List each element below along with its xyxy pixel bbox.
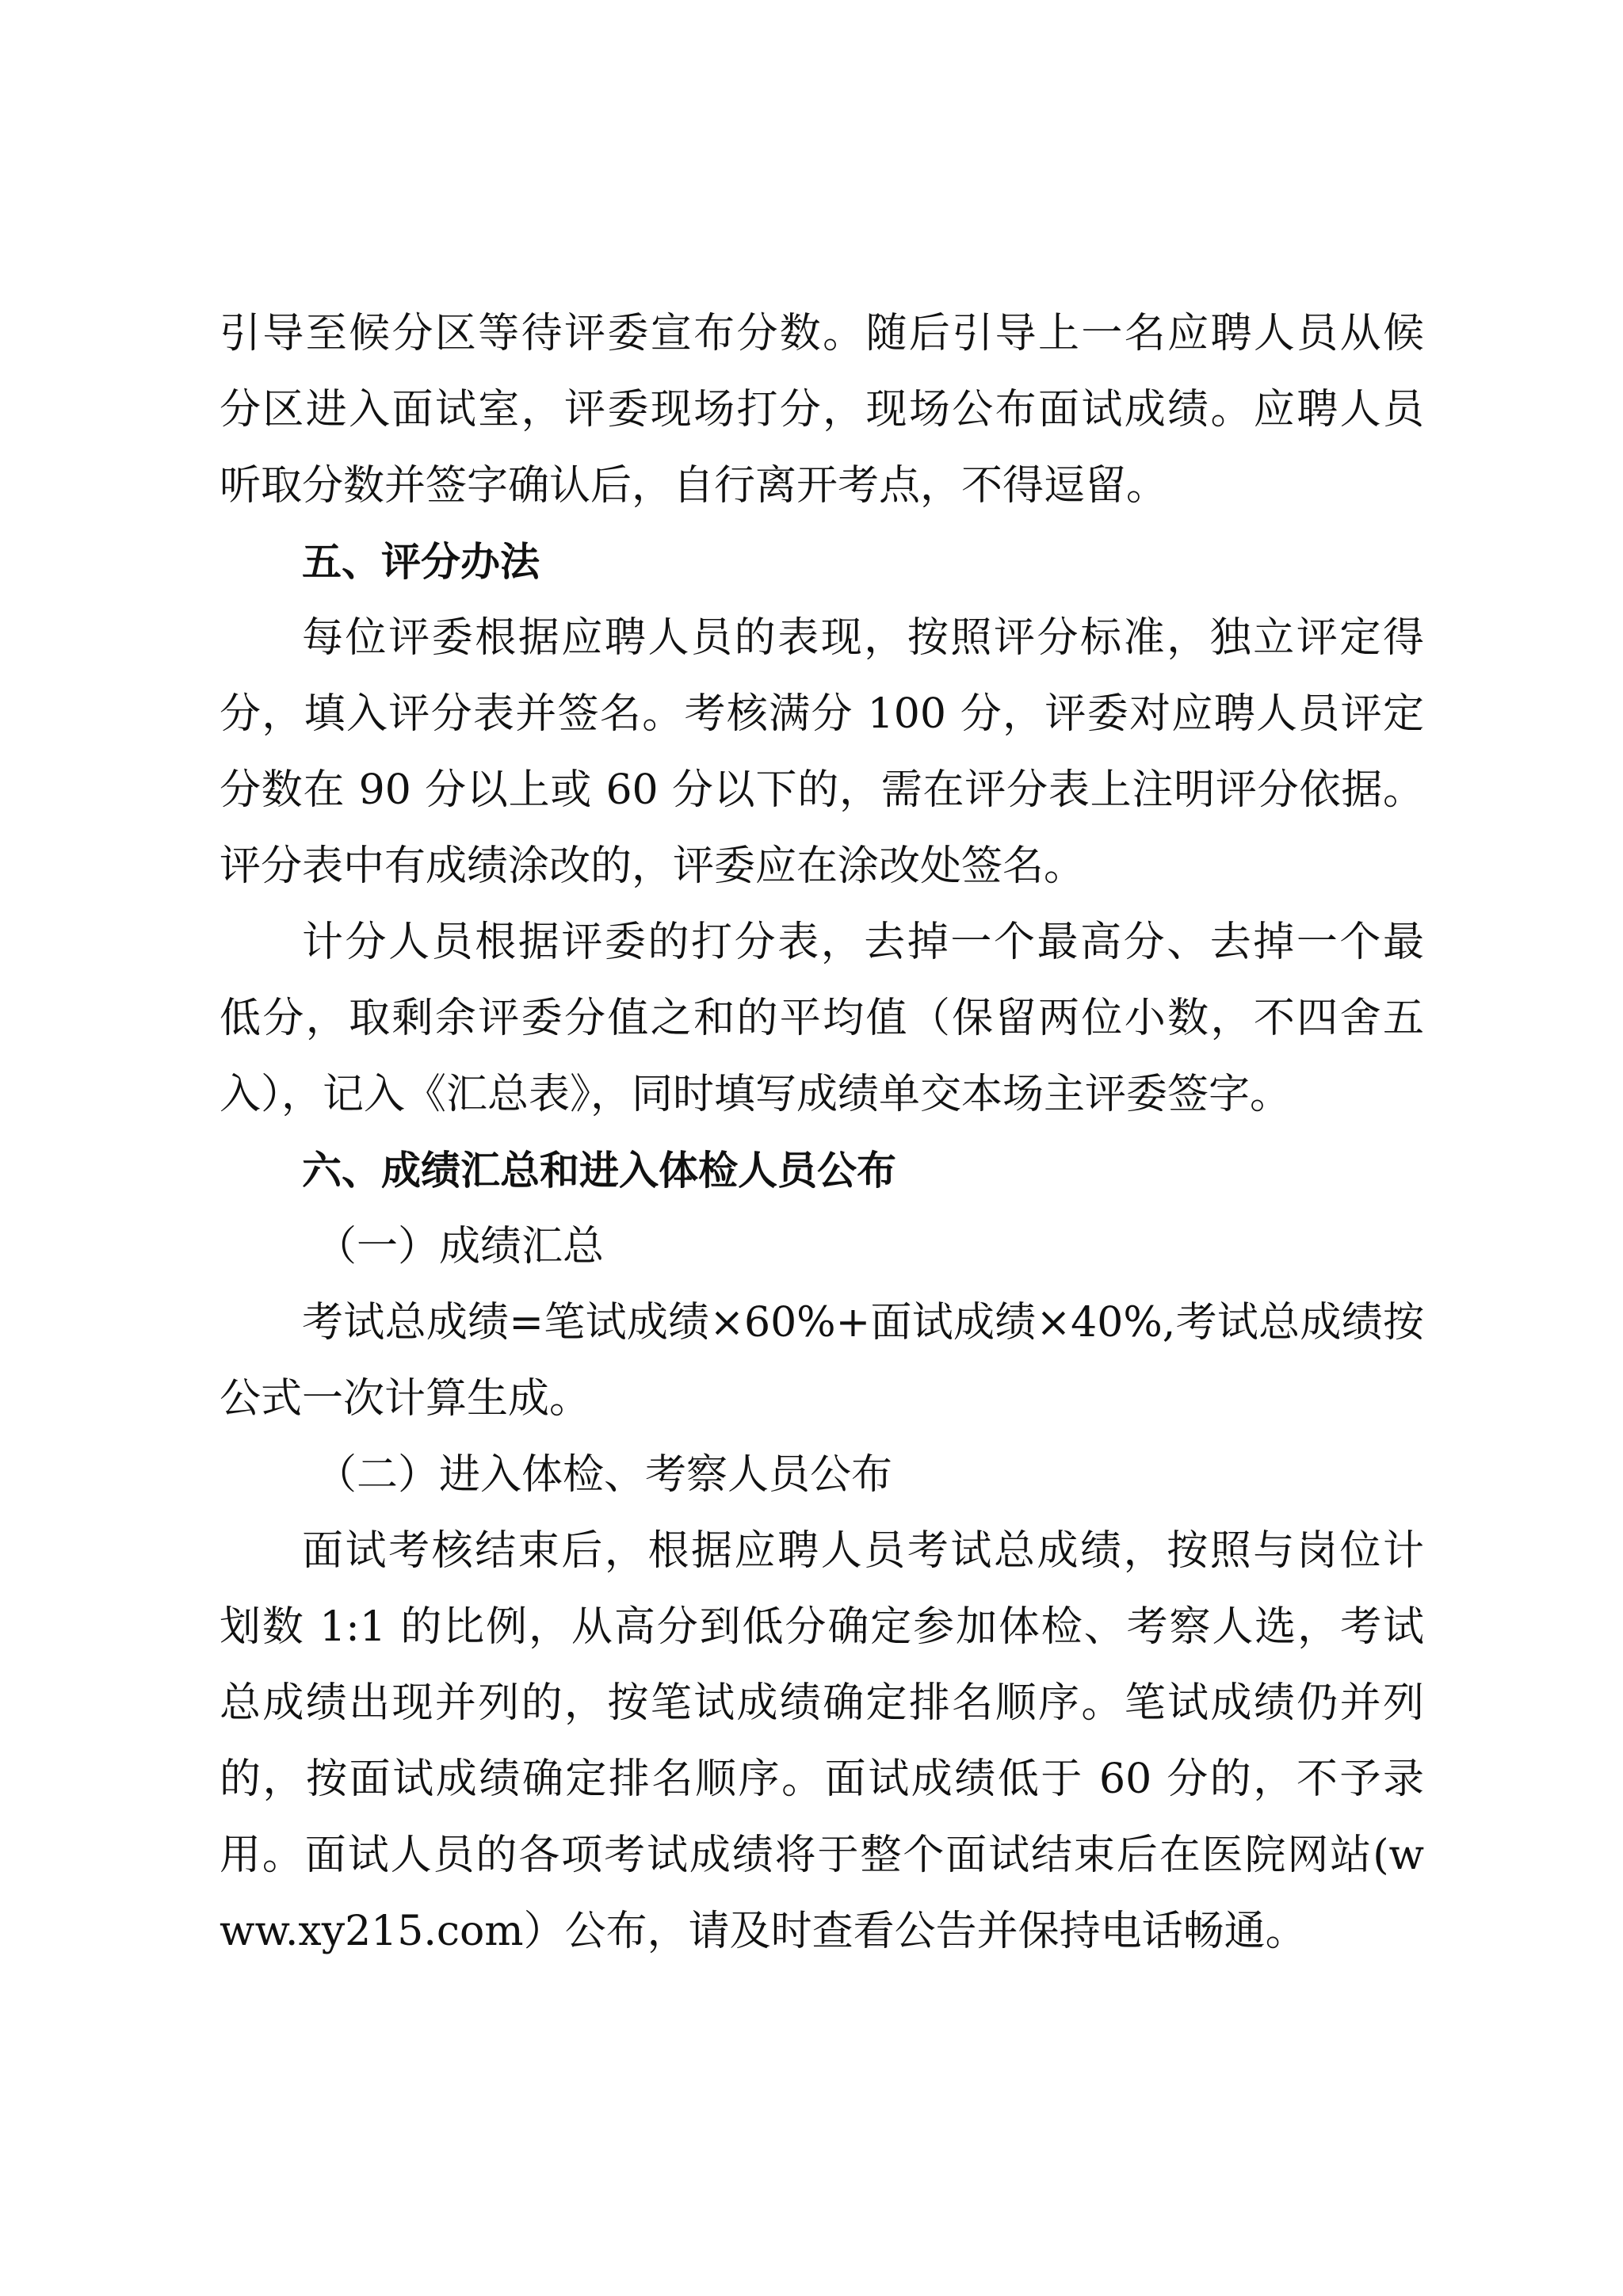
- body-text-line: 入），记入《汇总表》，同时填写成绩单交本场主评委签字。: [220, 1071, 1292, 1118]
- body-text-line: 计分人员根据评委的打分表，去掉一个最高分、去掉一个最: [302, 919, 1424, 966]
- section-heading-scoring: 五、评分办法: [302, 539, 540, 585]
- subsection-heading-announcement: （二）进入体检、考察人员公布: [315, 1451, 893, 1499]
- body-text-line: ww.xy215.com）公布，请及时查看公告并保持电话畅通。: [220, 1908, 1307, 1955]
- body-text-line: 每位评委根据应聘人员的表现，按照评分标准，独立评定得: [302, 614, 1424, 662]
- body-text-line: 考试总成绩=笔试成绩×60%+面试成绩×40%,考试总成绩按: [302, 1299, 1424, 1347]
- body-text-line: 引导至候分区等待评委宣布分数。随后引导上一名应聘人员从候: [220, 310, 1424, 357]
- body-text-line: 划数 1:1 的比例，从高分到低分确定参加体检、考察人选，考试: [220, 1603, 1424, 1651]
- body-text-line: 面试考核结束后，根据应聘人员考试总成绩，按照与岗位计: [302, 1527, 1424, 1575]
- body-text-line: 低分，取剩余评委分值之和的平均值（保留两位小数，不四舍五: [220, 995, 1424, 1042]
- body-text-line: 总成绩出现并列的，按笔试成绩确定排名顺序。笔试成绩仍并列: [220, 1679, 1424, 1727]
- body-text-line: 用。面试人员的各项考试成绩将于整个面试结束后在医院网站(w: [220, 1832, 1424, 1879]
- body-text-line: 评分表中有成绩涂改的，评委应在涂改处签名。: [220, 842, 1086, 890]
- body-text-line: 公式一次计算生成。: [220, 1375, 591, 1423]
- subsection-heading-summary: （一）成绩汇总: [315, 1223, 605, 1270]
- body-text-line: 的，按面试成绩确定排名顺序。面试成绩低于 60 分的，不予录: [220, 1755, 1424, 1803]
- body-text-line: 分数在 90 分以上或 60 分以下的，需在评分表上注明评分依据。: [220, 766, 1424, 814]
- body-text-line: 分，填入评分表并签名。考核满分 100 分，评委对应聘人员评定: [220, 690, 1424, 738]
- body-text-line: 听取分数并签字确认后，自行离开考点，不得逗留。: [220, 462, 1168, 510]
- body-text-line: 分区进入面试室，评委现场打分，现场公布面试成绩。应聘人员: [220, 386, 1424, 434]
- section-heading-results: 六、成绩汇总和进入体检人员公布: [302, 1148, 896, 1194]
